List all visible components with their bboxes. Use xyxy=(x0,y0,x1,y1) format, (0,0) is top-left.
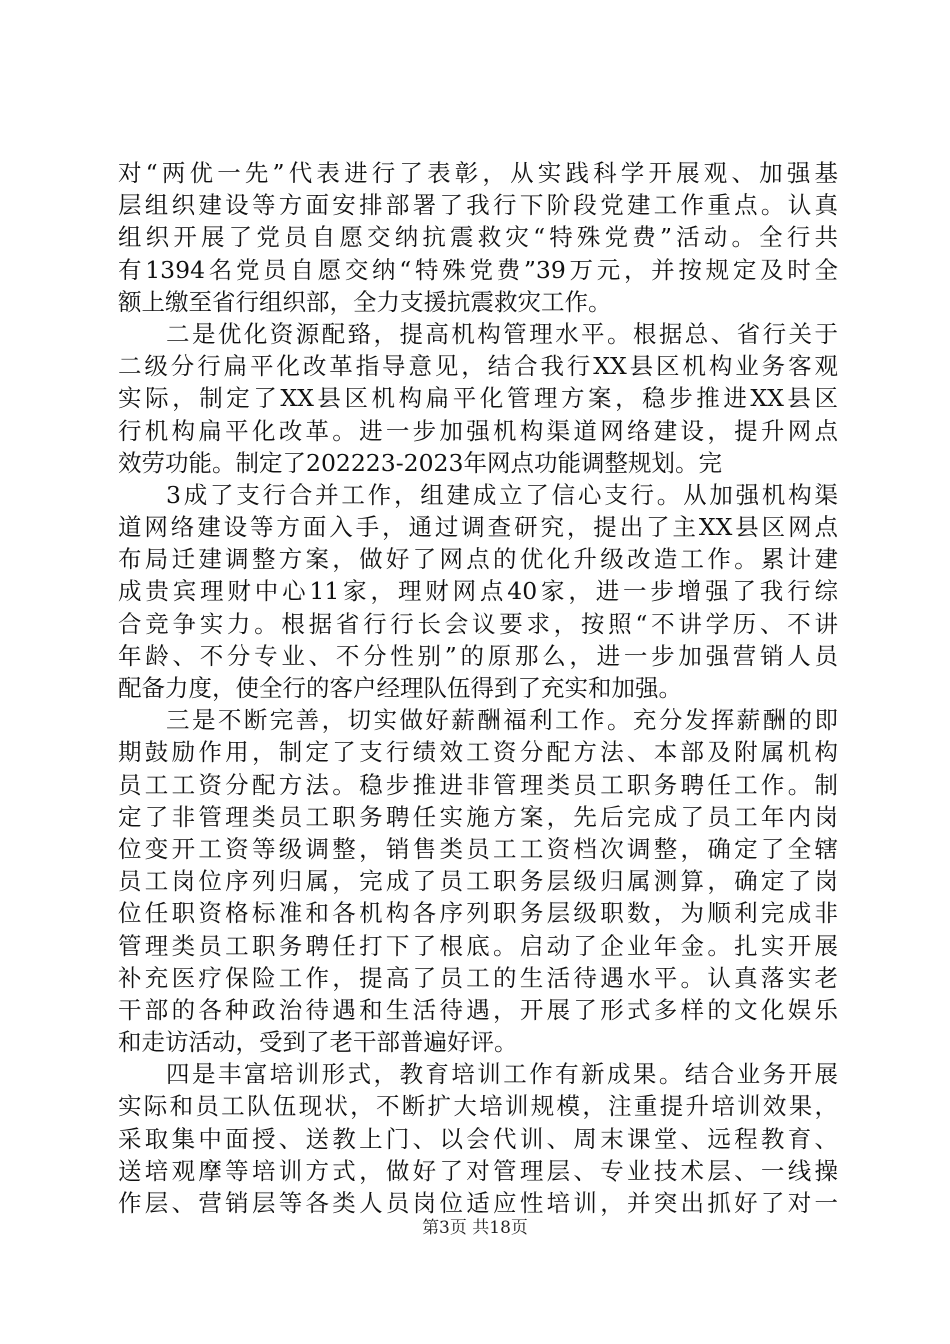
page-number-footer: 第3页 共18页 xyxy=(422,1218,528,1238)
text-line: 和走访活动，受到了老干部普遍好评。 xyxy=(118,1028,518,1057)
text-line: 道网络建设等方面入手，通过调查研究，提出了主XX县区网点 xyxy=(118,513,838,542)
text-line: 合竞争实力。根据省行行长会议要求，按照“不讲学历、不讲 xyxy=(118,609,838,638)
text-line: 实际和员工队伍现状，不断扩大培训规模，注重提升培训效果， xyxy=(118,1092,838,1121)
text-line: 干部的各种政治待遇和生活待遇，开展了形式多样的文化娱乐 xyxy=(118,995,838,1024)
text-line: 位变开工资等级调整，销售类员工工资档次调整，确定了全辖 xyxy=(118,834,838,863)
text-line: 行机构扁平化改革。进一步加强机构渠道网络建设，提升网点 xyxy=(118,416,838,445)
text-line: 送培观摩等培训方式，做好了对管理层、专业技术层、一线操 xyxy=(118,1156,838,1185)
text-line: 成贵宾理财中心11家，理财网点40家，进一步增强了我行综 xyxy=(118,577,838,606)
text-line: 管理类员工职务聘任打下了根底。启动了企业年金。扎实开展 xyxy=(118,931,838,960)
text-line: 定了非管理类员工职务聘任实施方案，先后完成了员工年内岗 xyxy=(118,802,838,831)
text-line: 层组织建设等方面安排部署了我行下阶段党建工作重点。认真 xyxy=(118,191,838,220)
text-line: 有1394名党员自愿交纳“特殊党费”39万元，并按规定及时全 xyxy=(118,255,838,284)
text-line: 二是优化资源配臵，提高机构管理水平。根据总、省行关于 xyxy=(166,319,838,348)
text-line: 三是不断完善，切实做好薪酬福利工作。充分发挥薪酬的即 xyxy=(166,706,838,735)
text-line: 年龄、不分专业、不分性别”的原那么，进一步加强营销人员 xyxy=(118,641,838,670)
text-line: 效劳功能。制定了202223-2023年网点功能调整规划。完 xyxy=(118,448,722,477)
text-line: 额上缴至省行组织部，全力支援抗震救灾工作。 xyxy=(118,287,612,316)
text-line: 期鼓励作用，制定了支行绩效工资分配方法、本部及附属机构 xyxy=(118,738,838,767)
text-line: 实际，制定了XX县区机构扁平化管理方案，稳步推进XX县区 xyxy=(118,384,838,413)
text-line: 组织开展了党员自愿交纳抗震救灾“特殊党费”活动。全行共 xyxy=(118,223,838,252)
text-line: 位任职资格标准和各机构各序列职务层级职数，为顺利完成非 xyxy=(118,899,838,928)
text-line: 对“两优一先”代表进行了表彰，从实践科学开展观、加强基 xyxy=(118,159,838,187)
text-line: 3成了支行合并工作，组建成立了信心支行。从加强机构渠 xyxy=(166,480,838,509)
text-line: 员工岗位序列归属，完成了员工职务层级归属测算，确定了岗 xyxy=(118,867,838,896)
text-line: 员工工资分配方法。稳步推进非管理类员工职务聘任工作。制 xyxy=(118,770,838,799)
text-line: 二级分行扁平化改革指导意见，结合我行XX县区机构业务客观 xyxy=(118,352,838,381)
text-line: 补充医疗保险工作，提高了员工的生活待遇水平。认真落实老 xyxy=(118,963,838,992)
text-line: 布局迁建调整方案，做好了网点的优化升级改造工作。累计建 xyxy=(118,545,838,574)
document-body xyxy=(118,157,838,1219)
text-line: 四是丰富培训形式，教育培训工作有新成果。结合业务开展 xyxy=(166,1060,838,1089)
text-line: 作层、营销层等各类人员岗位适应性培训，并突出抓好了对一 xyxy=(118,1189,838,1217)
text-line: 配备力度，使全行的客户经理队伍得到了充实和加强。 xyxy=(118,674,682,702)
text-line: 采取集中面授、送教上门、以会代训、周末课堂、远程教育、 xyxy=(118,1124,838,1153)
